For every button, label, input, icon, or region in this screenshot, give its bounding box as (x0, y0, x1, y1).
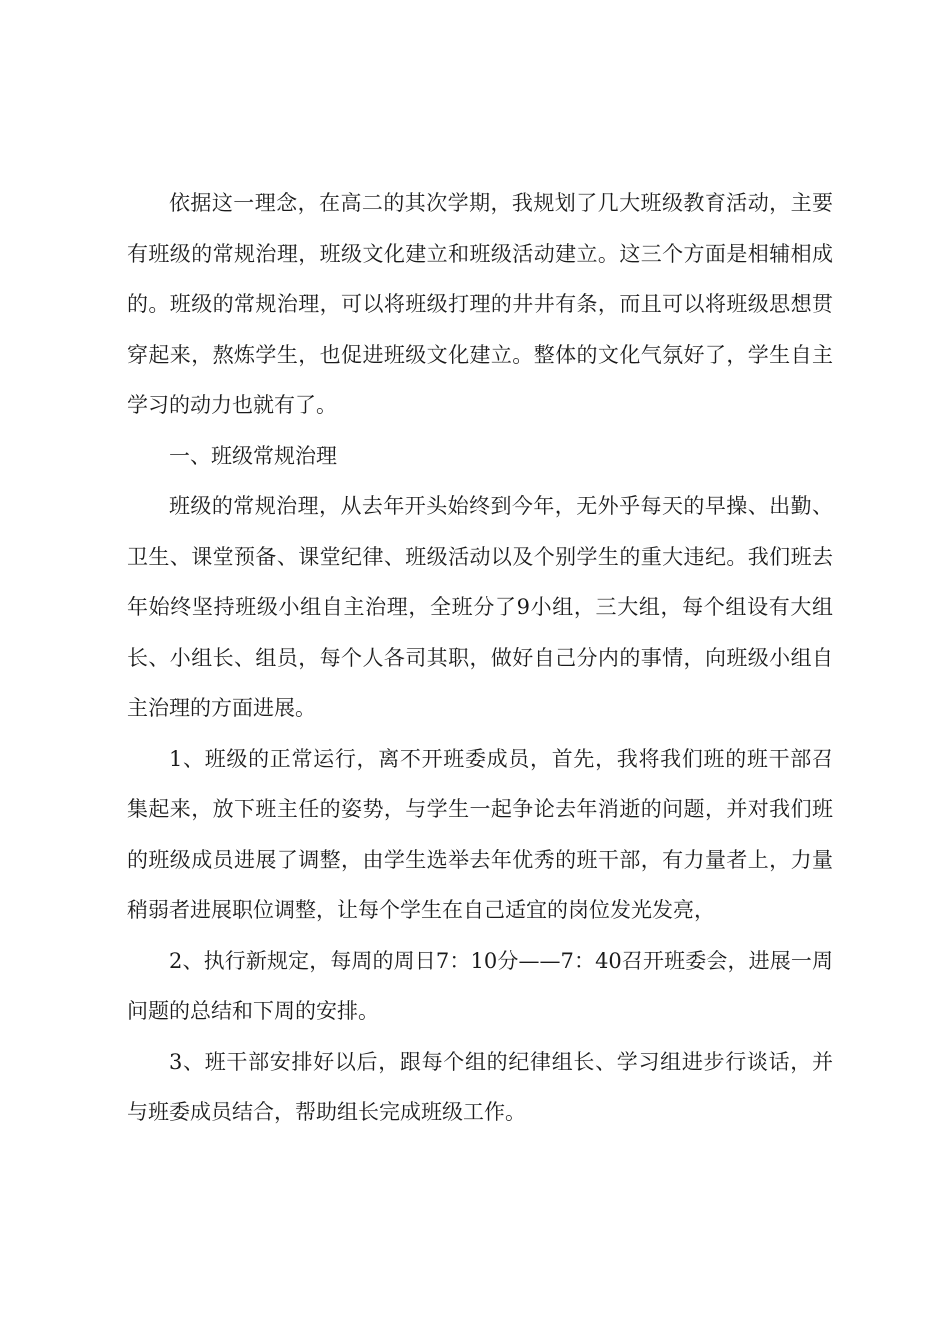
document-body (127, 178, 833, 1138)
paragraph-item-2: 2、执行新规定，每周的周日7：10分——7：40召开班委会，进展一周问题的总结和下周的安排。 (127, 948, 833, 1023)
section-heading-routine-management: 一、班级常规治理 (169, 443, 337, 468)
paragraph-item-1: 1、班级的正常运行，离不开班委成员，首先，我将我们班的班干部召集起来，放下班主任的姿势，与学生一起争论去年消逝的问题，并对我们班的班级成员进展了调整，由学生选举去年优秀的班干部，有力量者上，力量稍弱者进展职位调整，让每个学生在自己适宜的岗位发光发亮， (127, 746, 833, 922)
paragraph-routine-management: 班级的常规治理，从去年开头始终到今年，无外乎每天的早操、出勤、卫生、课堂预备、课堂纪律、班级活动以及个别学生的重大违纪。我们班去年始终坚持班级小组自主治理，全班分了9小组，三大组，每个组设有大组长、小组长、组员，每个人各司其职，做好自己分内的事情，向班级小组自主治理的方面进展。 (127, 494, 833, 720)
paragraph-item-3: 3、班干部安排好以后，跟每个组的纪律组长、学习组进步行谈话，并与班委成员结合，帮助组长完成班级工作。 (127, 1049, 833, 1124)
paragraph-intro: 依据这一理念，在高二的其次学期，我规划了几大班级教育活动，主要有班级的常规治理，班级文化建立和班级活动建立。这三个方面是相辅相成的。班级的常规治理，可以将班级打理的井井有条，而且可以将班级思想贯穿起来，熬炼学生，也促进班级文化建立。整体的文化气氛好了，学生自主学习的动力也就有了。 (127, 191, 833, 417)
